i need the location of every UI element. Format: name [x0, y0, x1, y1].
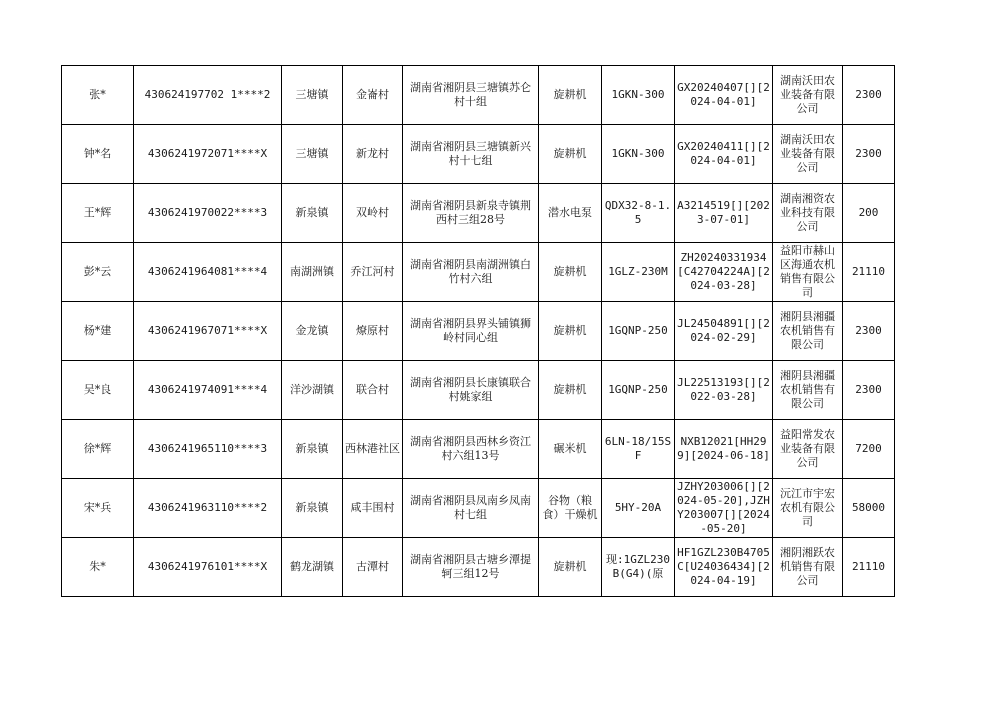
cell-seller: 湘阴县湘疆农机销售有限公司 [773, 302, 843, 361]
table-row [62, 538, 895, 597]
cell-model: QDX32-8-1.5 [602, 184, 675, 243]
cell-town: 新泉镇 [282, 479, 343, 538]
table-row [62, 66, 895, 125]
cell-address: 湖南省湘阴县新泉寺镇荆西村三组28号 [403, 184, 539, 243]
cell-id-number: 4306241963110****2 [134, 479, 282, 538]
table-row [62, 479, 895, 538]
cell-id-number: 4306241976101****X [134, 538, 282, 597]
cell-address: 湖南省湘阴县南湖洲镇白竹村六组 [403, 243, 539, 302]
cell-id-number: 4306241974091****4 [134, 361, 282, 420]
table-row [62, 420, 895, 479]
cell-name: 吴*良 [62, 361, 134, 420]
cell-subsidy-amount: 2300 [843, 361, 895, 420]
table-row [62, 125, 895, 184]
cell-village: 双岭村 [343, 184, 403, 243]
cell-subsidy-amount: 2300 [843, 302, 895, 361]
cell-village: 西林港社区 [343, 420, 403, 479]
cell-machine-type: 旋耕机 [539, 66, 602, 125]
cell-name: 钟*名 [62, 125, 134, 184]
subsidy-records-table [61, 65, 895, 597]
cell-village: 联合村 [343, 361, 403, 420]
cell-certificate: A3214519[][2023-07-01] [675, 184, 773, 243]
cell-id-number: 430624197702 1****2 [134, 66, 282, 125]
cell-machine-type: 旋耕机 [539, 538, 602, 597]
cell-town: 三塘镇 [282, 125, 343, 184]
cell-model: 1GKN-300 [602, 66, 675, 125]
cell-seller: 湖南沃田农业装备有限公司 [773, 66, 843, 125]
table-row [62, 302, 895, 361]
table-row [62, 184, 895, 243]
cell-name: 宋*兵 [62, 479, 134, 538]
cell-address: 湖南省湘阴县西林乡资江村六组13号 [403, 420, 539, 479]
cell-seller: 湘阴县湘疆农机销售有限公司 [773, 361, 843, 420]
cell-name: 徐*辉 [62, 420, 134, 479]
table-row [62, 243, 895, 302]
cell-seller: 湘阴湘跃农机销售有限公司 [773, 538, 843, 597]
cell-town: 新泉镇 [282, 184, 343, 243]
cell-id-number: 4306241970022****3 [134, 184, 282, 243]
cell-model: 1GQNP-250 [602, 361, 675, 420]
cell-certificate: GX20240411[][2024-04-01] [675, 125, 773, 184]
cell-subsidy-amount: 21110 [843, 538, 895, 597]
cell-village: 金崙村 [343, 66, 403, 125]
cell-machine-type: 旋耕机 [539, 302, 602, 361]
cell-village: 燎原村 [343, 302, 403, 361]
cell-id-number: 4306241964081****4 [134, 243, 282, 302]
cell-certificate: GX20240407[][2024-04-01] [675, 66, 773, 125]
table-row [62, 361, 895, 420]
cell-address: 湖南省湘阴县长康镇联合村姚家组 [403, 361, 539, 420]
cell-village: 咸丰围村 [343, 479, 403, 538]
cell-seller: 湖南沃田农业装备有限公司 [773, 125, 843, 184]
cell-subsidy-amount: 2300 [843, 66, 895, 125]
cell-town: 新泉镇 [282, 420, 343, 479]
cell-model: 1GKN-300 [602, 125, 675, 184]
cell-certificate: JL24504891[][2024-02-29] [675, 302, 773, 361]
cell-certificate: HF1GZL230B4705C[U24036434][2024-04-19] [675, 538, 773, 597]
cell-model: 1GLZ-230M [602, 243, 675, 302]
cell-machine-type: 旋耕机 [539, 361, 602, 420]
cell-seller: 湖南湘资农业科技有限公司 [773, 184, 843, 243]
cell-name: 王*辉 [62, 184, 134, 243]
cell-certificate: ZH20240331934[C42704224A][2024-03-28] [675, 243, 773, 302]
cell-town: 洋沙湖镇 [282, 361, 343, 420]
cell-certificate: JZHY203006[][2024-05-20],JZHY203007[][2024-05-20] [675, 479, 773, 538]
cell-address: 湖南省湘阴县凤南乡凤南村七组 [403, 479, 539, 538]
cell-name: 彭*云 [62, 243, 134, 302]
cell-subsidy-amount: 7200 [843, 420, 895, 479]
cell-machine-type: 旋耕机 [539, 243, 602, 302]
cell-id-number: 4306241967071****X [134, 302, 282, 361]
cell-town: 金龙镇 [282, 302, 343, 361]
cell-id-number: 4306241965110****3 [134, 420, 282, 479]
cell-seller: 益阳常发农业装备有限公司 [773, 420, 843, 479]
cell-name: 张* [62, 66, 134, 125]
cell-model: 1GQNP-250 [602, 302, 675, 361]
cell-machine-type: 潜水电泵 [539, 184, 602, 243]
cell-name: 朱* [62, 538, 134, 597]
cell-seller: 沅江市宇宏农机有限公司 [773, 479, 843, 538]
cell-village: 新龙村 [343, 125, 403, 184]
cell-subsidy-amount: 21110 [843, 243, 895, 302]
cell-certificate: JL22513193[][2022-03-28] [675, 361, 773, 420]
cell-id-number: 4306241972071****X [134, 125, 282, 184]
cell-machine-type: 谷物（粮食）干燥机 [539, 479, 602, 538]
cell-model: 5HY-20A [602, 479, 675, 538]
cell-model: 6LN-18/15SF [602, 420, 675, 479]
cell-address: 湖南省湘阴县三塘镇新兴村十七组 [403, 125, 539, 184]
cell-model: 现:1GZL230B(G4)(原 [602, 538, 675, 597]
cell-machine-type: 碾米机 [539, 420, 602, 479]
cell-address: 湖南省湘阴县古塘乡潭提轲三组12号 [403, 538, 539, 597]
table-body [62, 66, 895, 597]
cell-village: 古潭村 [343, 538, 403, 597]
cell-town: 鹤龙湖镇 [282, 538, 343, 597]
cell-name: 杨*建 [62, 302, 134, 361]
cell-subsidy-amount: 2300 [843, 125, 895, 184]
cell-village: 乔江河村 [343, 243, 403, 302]
cell-subsidy-amount: 200 [843, 184, 895, 243]
cell-town: 三塘镇 [282, 66, 343, 125]
cell-machine-type: 旋耕机 [539, 125, 602, 184]
cell-address: 湖南省湘阴县三塘镇苏仑村十组 [403, 66, 539, 125]
cell-town: 南湖洲镇 [282, 243, 343, 302]
cell-subsidy-amount: 58000 [843, 479, 895, 538]
cell-address: 湖南省湘阴县界头铺镇狮岭村同心组 [403, 302, 539, 361]
cell-certificate: NXB12021[HH299][2024-06-18] [675, 420, 773, 479]
cell-seller: 益阳市赫山区海通农机销售有限公司 [773, 243, 843, 302]
